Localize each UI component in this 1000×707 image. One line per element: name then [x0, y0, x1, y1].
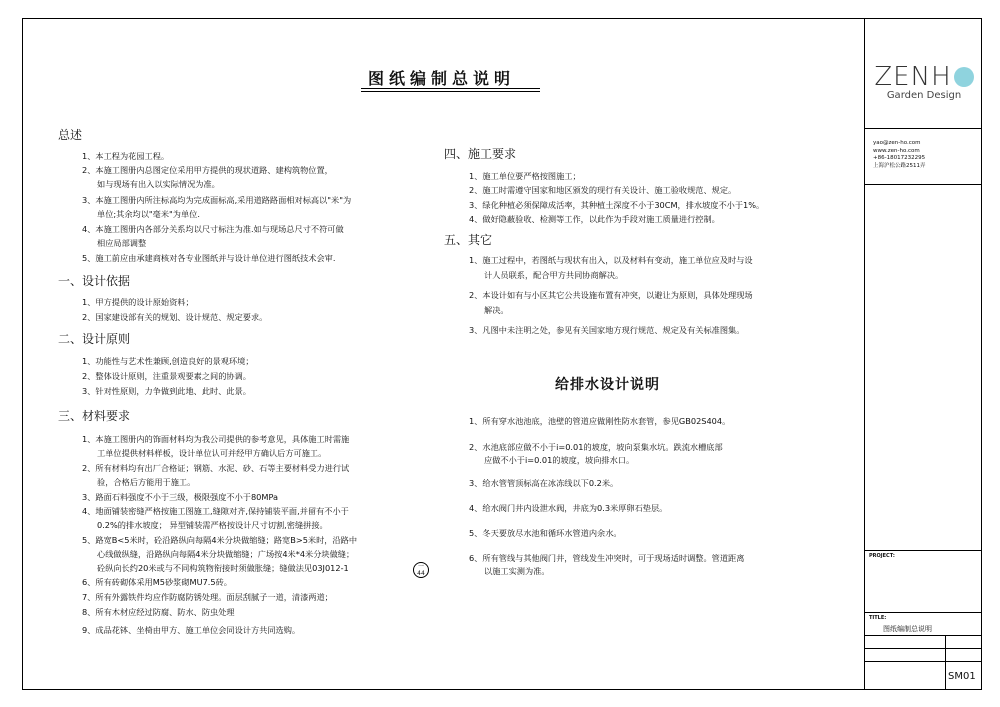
basis-item: 2、国家建设部有关的规划、设计规范、规定要求。: [82, 312, 268, 322]
title-value: 图纸编制总说明: [883, 625, 932, 633]
tb-divider: [865, 648, 982, 649]
overview-item: 2、本施工图册内总图定位采用甲方提供的现状道路、建构筑物位置，: [82, 165, 333, 175]
drainage-item: 1、所有穿水池池底，池壁的管道应做刚性防水套管，参见GB02S404。: [469, 416, 731, 426]
logo-circle-icon: [954, 67, 974, 87]
section-heading-overview: 总述: [58, 128, 83, 142]
detail-reference-bottom: 44: [417, 570, 425, 577]
contact-email: yao@zen-ho.com: [873, 140, 921, 146]
project-label: PROJECT:: [869, 553, 895, 559]
drainage-item: 4、给水阀门井内设泄水阀，井底为0.3米厚卵石垫层。: [469, 503, 668, 513]
construction-item: 2、施工时需遵守国家和地区颁发的现行有关设计、施工验收规范、规定。: [469, 185, 737, 195]
material-item: 心线做纵缝，沿路纵向每隔4米分块做缩缝；广场按4米*4米分块做缝；: [97, 549, 355, 559]
other-item: 1、施工过程中，若图纸与现状有出入，以及材料有变动，施工单位应及时与设: [469, 255, 753, 265]
material-item: 7、所有外露铁件均应作防腐防锈处理。面层刮腻子一道，清漆两道；: [82, 592, 333, 602]
material-item: 8、所有木材应经过防腐、防水、防虫处理: [82, 607, 235, 617]
construction-item: 1、施工单位要严格按图施工；: [469, 171, 581, 181]
drawing-frame: [22, 18, 982, 690]
logo-subtitle: Garden Design: [886, 90, 962, 101]
material-item: 1、本施工图册内的饰面材料均为我公司提供的参考意见，具体施工时需施: [82, 434, 350, 444]
section-heading-principles: 二、设计原则: [58, 332, 131, 346]
construction-item: 3、绿化种植必须保障成活率，其种植土深度不小于30CM，排水坡度不小于1%。: [469, 200, 765, 210]
section-heading-basis: 一、设计依据: [58, 274, 131, 288]
other-item: 2、本设计如有与小区其它公共设施布置有冲突，以避让为原则，具体处理现场: [469, 290, 753, 300]
title-underline: [361, 88, 540, 89]
detail-reference-symbol: [413, 562, 429, 578]
drainage-title: 给排水设计说明: [555, 377, 660, 393]
document-title: 图纸编制总说明: [368, 69, 516, 88]
material-item: 验，合格后方能用于施工。: [97, 477, 196, 487]
material-item: 2、所有材料均有出厂合格证；钢筋、水泥、砂、石等主要材料受力进行试: [82, 463, 350, 473]
other-item: 3、凡图中未注明之处，参见有关国家地方现行规范、规定及有关标准图集。: [469, 325, 745, 335]
drainage-item: 6、所有管线与其他阀门井，管线发生冲突时，可于现场适时调整。管道距离: [469, 553, 745, 563]
detail-reference-top: 一: [417, 563, 424, 570]
material-item: 砼纵向长约20米或与不同构筑物衔接时须做胀缝；缝做法见03J012-1: [97, 563, 349, 573]
tb-divider: [865, 635, 982, 636]
section-heading-other: 五、其它: [444, 233, 493, 247]
tb-divider: [865, 128, 982, 129]
tb-divider: [865, 612, 982, 613]
section-heading-materials: 三、材料要求: [58, 409, 131, 423]
sheet-number: SM01: [948, 671, 976, 682]
material-item: 3、路面石料强度不小于三级，极限强度不小于80MPa: [82, 492, 279, 502]
title-label: TITLE:: [869, 615, 887, 621]
logo-wordmark: ZENH: [874, 62, 952, 92]
construction-item: 4、做好隐蔽验收、检测等工作，以此作为手段对施工质量进行控制。: [469, 214, 720, 224]
drainage-item: 2、水池底部应做不小于i=0.01的坡度，坡向泵集水坑。跌流水槽底部: [469, 442, 723, 452]
contact-website: www.zen-ho.com: [873, 147, 920, 154]
overview-item: 5、施工前应由承建商核对各专业图纸并与设计单位进行图纸技术会审.: [82, 253, 336, 263]
principle-item: 2、整体设计原则，注重景观要素之间的协调。: [82, 371, 251, 381]
drainage-item: 应做不小于i=0.01的坡度，坡向排水口。: [484, 455, 635, 465]
principle-item: 1、功能性与艺术性兼顾,创造良好的景观环境；: [82, 356, 254, 366]
contact-address: 上海沪松公路2511弄: [873, 162, 926, 169]
company-logo: [865, 62, 983, 101]
tb-vertical-divider: [945, 635, 946, 690]
principle-item: 3、针对性原则，力争做到此地、此时、此景。: [82, 386, 251, 396]
overview-item: 4、本施工图册内各部分关系均以尺寸标注为准.如与现场总尺寸不符可做: [82, 224, 344, 234]
tb-divider: [865, 661, 982, 662]
section-heading-construction: 四、施工要求: [444, 147, 517, 161]
material-item: 4、地面铺装密缝严格按施工图施工,缝隙对齐,保持铺装平面,并留有不小于: [82, 506, 349, 516]
material-item: 9、成品花钵、坐椅由甲方、施工单位会同设计方共同选购。: [82, 625, 301, 635]
drainage-item: 3、给水管管顶标高在冰冻线以下0.2米。: [469, 478, 619, 488]
material-item: 5、路宽B<5米时，砼沿路纵向每隔4米分块做缩缝；路宽B>5米时，沿路中: [82, 535, 358, 545]
other-item: 计人员联系，配合甲方共同协商解决。: [484, 270, 624, 280]
contact-info: [873, 140, 926, 170]
overview-item: 相应局部调整: [97, 238, 147, 248]
overview-item: 3、本施工图册内所注标高均为完成面标高,采用道路路面相对标高以"米"为: [82, 195, 352, 205]
tb-divider: [865, 550, 982, 551]
overview-item: 1、本工程为花园工程。: [82, 151, 170, 161]
title-block: [864, 18, 982, 690]
material-item: 工单位提供材料样板，设计单位认可并经甲方确认后方可施工。: [97, 448, 327, 458]
material-item: 6、所有砖砌体采用M5砂浆砌MU7.5砖。: [82, 577, 232, 587]
overview-item: 单位;其余均以"毫米"为单位.: [97, 209, 200, 219]
contact-phone: +86-18017232295: [873, 155, 926, 161]
drainage-item: 以施工实测为准。: [484, 566, 550, 576]
drainage-item: 5、冬天要放尽水池和循环水管道内余水。: [469, 528, 622, 538]
overview-item: 如与现场有出入以实际情况为准。: [97, 179, 220, 189]
other-item: 解决。: [484, 305, 509, 315]
tb-divider: [865, 184, 982, 185]
basis-item: 1、甲方提供的设计原始资料；: [82, 297, 194, 307]
material-item: 0.2%的排水坡度； 异型铺装需严格按设计尺寸切割,密缝拼接。: [97, 520, 328, 530]
title-underline-double: [361, 91, 540, 92]
